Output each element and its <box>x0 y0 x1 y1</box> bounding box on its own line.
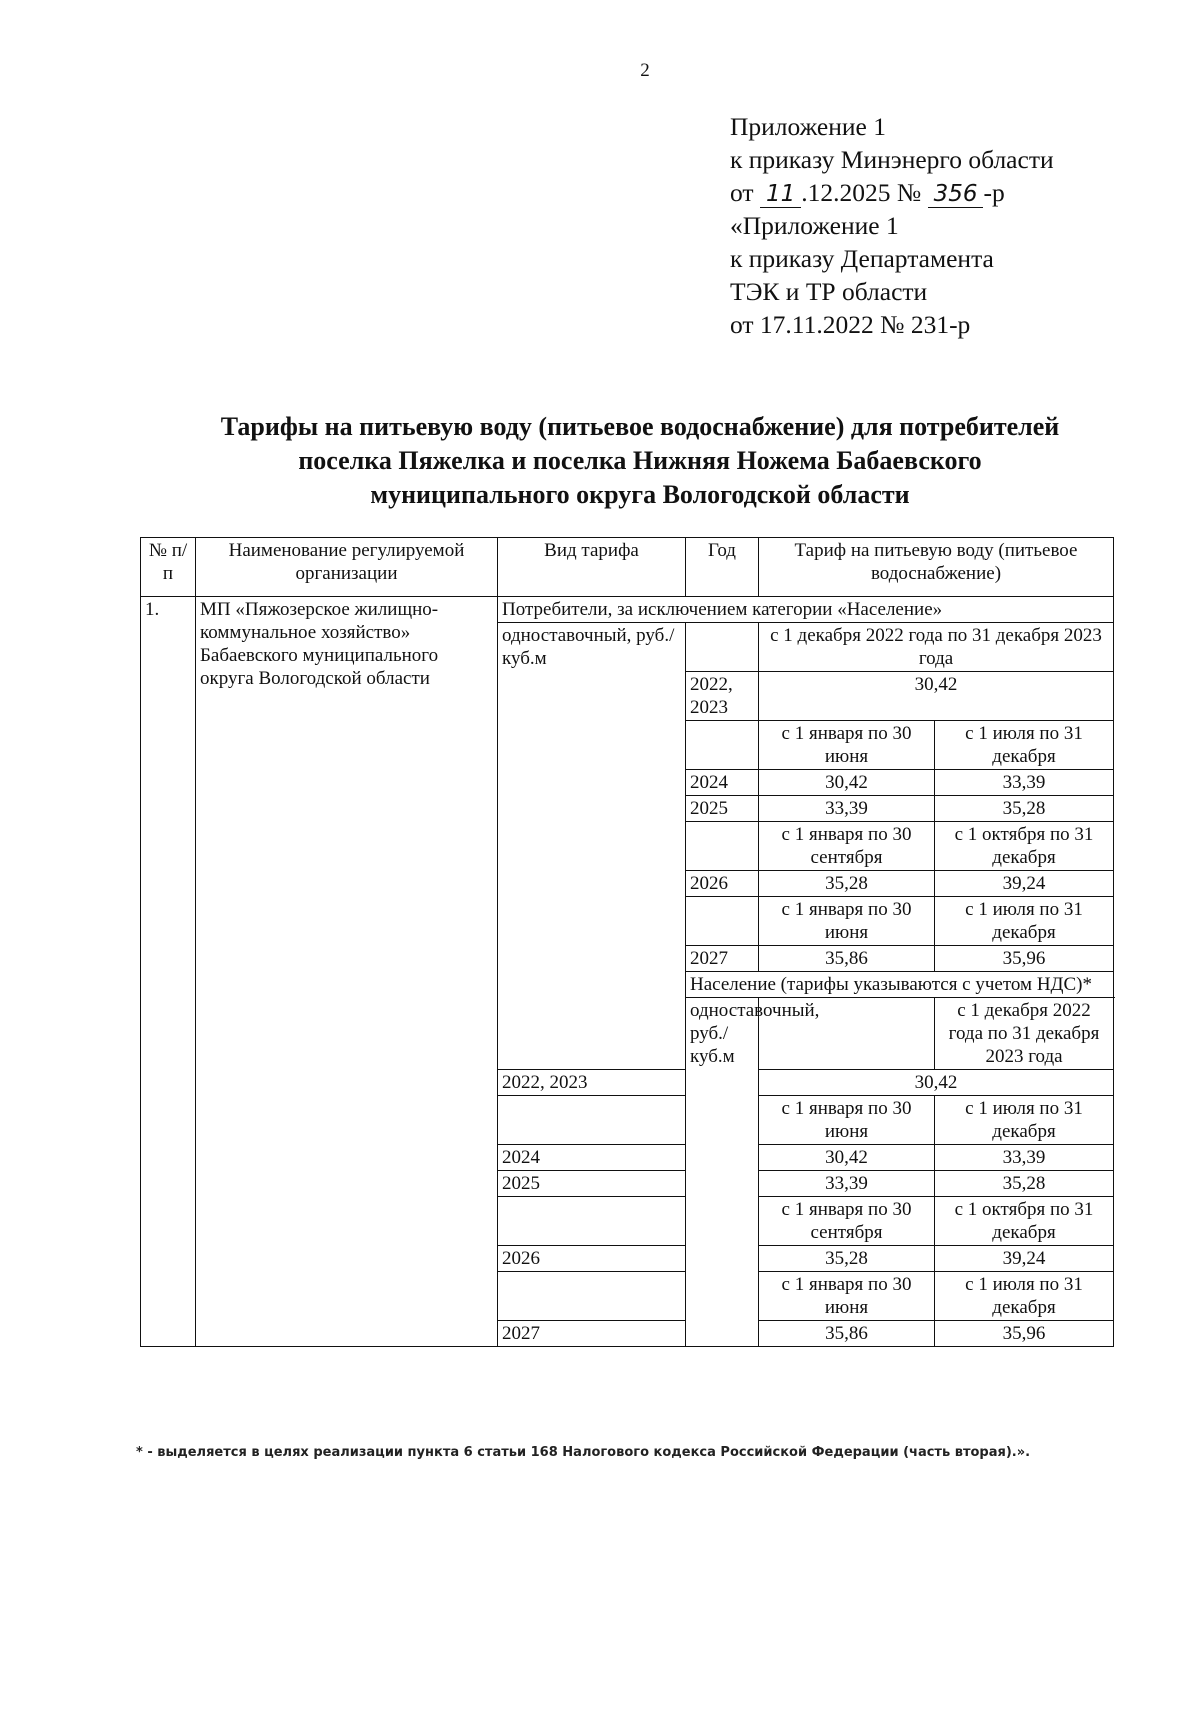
value-cell: 30,42 <box>759 672 1114 721</box>
header-org: Наименование регулируемой организации <box>196 538 498 597</box>
year-cell <box>498 1197 686 1246</box>
year-cell <box>498 1272 686 1321</box>
value-cell: 35,96 <box>935 1321 1114 1347</box>
appendix-header <box>730 110 1054 341</box>
title-line-3: муниципального округа Вологодской области <box>370 480 910 509</box>
year-cell: 2022, 2023 <box>498 1070 686 1096</box>
period-cell: с 1 января по 30 июня <box>759 1096 935 1145</box>
period-cell: с 1 июля по 31 декабря <box>935 897 1114 946</box>
organization-name: МП «Пяжозерское жилищно-коммунальное хозяйство» Бабаевского муниципального округа Вологодской области <box>196 597 498 1347</box>
year-cell: 2024 <box>498 1145 686 1171</box>
value-cell: 33,39 <box>759 1171 935 1197</box>
period-cell: с 1 января по 30 июня <box>759 897 935 946</box>
value-cell: 30,42 <box>759 770 935 796</box>
table-header-row <box>141 538 1114 597</box>
value-cell: 35,28 <box>935 1171 1114 1197</box>
value-cell: 33,39 <box>935 770 1114 796</box>
period-cell: с 1 января по 30 сентября <box>759 1197 935 1246</box>
handwritten-day: 11 <box>760 181 801 208</box>
footnote: * - выделяется в целях реализации пункта 6 статьи 168 Налогового кодекса Российской Федерации (часть вторая).». <box>136 1445 1031 1460</box>
year-cell: 2027 <box>498 1321 686 1347</box>
table-row <box>141 597 1114 623</box>
appendix-date-prefix: от <box>730 178 754 207</box>
appendix-line-7: от 17.11.2022 № 231-р <box>730 310 971 339</box>
header-year: Год <box>686 538 759 597</box>
value-cell: 39,24 <box>935 1246 1114 1272</box>
appendix-date-mid: .12.2025 № <box>801 178 922 207</box>
year-cell: 2025 <box>498 1171 686 1197</box>
appendix-line-5: к приказу Департамента <box>730 244 994 273</box>
group-title: Потребители, за исключением категории «Население» <box>498 597 1114 623</box>
appendix-line-3 <box>730 176 1054 209</box>
period-cell: с 1 января по 30 июня <box>759 1272 935 1321</box>
period-cell: с 1 июля по 31 декабря <box>935 1272 1114 1321</box>
handwritten-order-number: 356 <box>928 181 984 208</box>
group-title: Население (тарифы указываются с учетом НДС)* <box>686 972 1114 998</box>
period-cell: с 1 декабря 2022 года по 31 декабря 2023 года <box>935 998 1114 1070</box>
period-cell: с 1 октября по 31 декабря <box>935 822 1114 871</box>
year-cell <box>686 623 759 672</box>
value-cell: 35,86 <box>759 1321 935 1347</box>
period-cell: с 1 июля по 31 декабря <box>935 721 1114 770</box>
period-cell: с 1 декабря 2022 года по 31 декабря 2023 года <box>759 623 1114 672</box>
year-cell: 2026 <box>686 871 759 897</box>
value-cell: 35,86 <box>759 946 935 972</box>
value-cell: 33,39 <box>935 1145 1114 1171</box>
year-cell: 2024 <box>686 770 759 796</box>
value-cell: 35,28 <box>759 1246 935 1272</box>
title-line-1: Тарифы на питьевую воду (питьевое водоснабжение) для потребителей <box>220 412 1060 441</box>
appendix-line-1: Приложение 1 <box>730 112 886 141</box>
appendix-line-6: ТЭК и ТР области <box>730 277 928 306</box>
appendix-date-suffix: -р <box>983 178 1005 207</box>
value-cell: 33,39 <box>759 796 935 822</box>
value-cell: 30,42 <box>759 1070 1114 1096</box>
period-cell: с 1 июля по 31 декабря <box>935 1096 1114 1145</box>
year-cell <box>686 897 759 946</box>
appendix-line-4: «Приложение 1 <box>730 211 899 240</box>
year-cell <box>686 822 759 871</box>
row-number: 1. <box>141 597 196 1347</box>
year-cell <box>498 1096 686 1145</box>
year-cell <box>686 721 759 770</box>
header-type: Вид тарифа <box>498 538 686 597</box>
value-cell: 35,96 <box>935 946 1114 972</box>
value-cell: 35,28 <box>935 796 1114 822</box>
document-title <box>140 410 1140 512</box>
tariff-table <box>140 537 1114 1347</box>
header-num: № п/п <box>141 538 196 597</box>
year-cell: 2022, 2023 <box>686 672 759 721</box>
page-number: 2 <box>640 60 650 81</box>
value-cell: 35,28 <box>759 871 935 897</box>
period-cell: с 1 января по 30 сентября <box>759 822 935 871</box>
period-cell: с 1 октября по 31 декабря <box>935 1197 1114 1246</box>
tariff-type: одноставочный, руб./куб.м <box>686 998 759 1347</box>
value-cell: 39,24 <box>935 871 1114 897</box>
title-line-2: поселка Пяжелка и поселка Нижняя Ножема Бабаевского <box>298 446 982 475</box>
appendix-line-2: к приказу Минэнерго области <box>730 145 1054 174</box>
tariff-type: одноставочный, руб./куб.м <box>498 623 686 1070</box>
value-cell: 30,42 <box>759 1145 935 1171</box>
year-cell: 2027 <box>686 946 759 972</box>
period-cell: с 1 января по 30 июня <box>759 721 935 770</box>
year-cell: 2026 <box>498 1246 686 1272</box>
year-cell: 2025 <box>686 796 759 822</box>
header-tariff: Тариф на питьевую воду (питьевое водоснабжение) <box>759 538 1114 597</box>
